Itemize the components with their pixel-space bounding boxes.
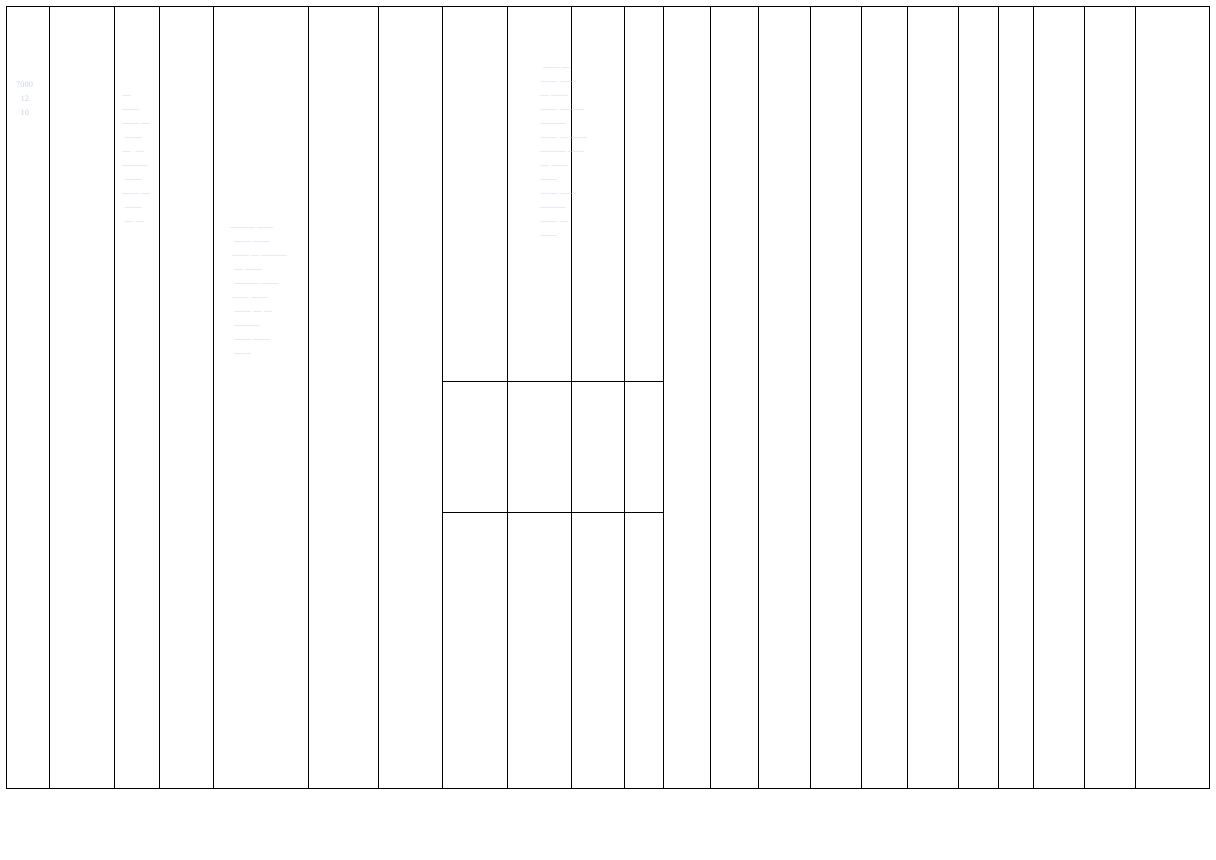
indicator-3-unit bbox=[571, 512, 625, 789]
indicator-3-value bbox=[624, 512, 664, 789]
fund-cell bbox=[998, 6, 1034, 789]
value-1-cell bbox=[861, 6, 908, 789]
row-number-cell bbox=[6, 6, 50, 789]
start-date-cell bbox=[1033, 6, 1085, 789]
indicator-3-name bbox=[442, 512, 508, 789]
funding-type-cell bbox=[663, 6, 711, 789]
action-cell bbox=[378, 6, 442, 789]
ghost-text-block-b: ——— —— —— —— —— — ——— — —— ——— —— —— —— —— — — ——— —— —— —— bbox=[230, 222, 287, 357]
development-program-cell bbox=[159, 6, 214, 789]
ghost-text-block-c: —— — —— —— — —— —— ——— ——— —— — —— ——— —— — —— —— —— —— ——— —— — —— bbox=[540, 62, 587, 239]
document-table bbox=[6, 6, 1210, 789]
value-2-cell bbox=[907, 6, 959, 789]
indicator-2-code bbox=[507, 381, 572, 513]
indicator-2-value bbox=[624, 381, 664, 513]
indicator-1-name bbox=[442, 6, 508, 382]
indicator-2-name bbox=[442, 381, 508, 513]
strategy-cell bbox=[49, 6, 115, 789]
dash-cell bbox=[810, 6, 862, 789]
ghost-text-left: 7000 12 10 bbox=[16, 80, 34, 117]
note-cell bbox=[1135, 6, 1210, 789]
indicator-1-value bbox=[624, 6, 664, 382]
ghost-text-block-a: — —— —— — —— — — ——— —— —— — —— — — bbox=[122, 90, 150, 225]
eu-program-cell bbox=[308, 6, 379, 789]
applicants-cell bbox=[710, 6, 759, 789]
amount-cell bbox=[758, 6, 811, 789]
end-date-cell bbox=[1084, 6, 1136, 789]
indicator-3-code bbox=[507, 512, 572, 789]
value-3-cell bbox=[958, 6, 999, 789]
bivp-method-cell bbox=[213, 6, 309, 789]
indicator-2-unit bbox=[571, 381, 625, 513]
